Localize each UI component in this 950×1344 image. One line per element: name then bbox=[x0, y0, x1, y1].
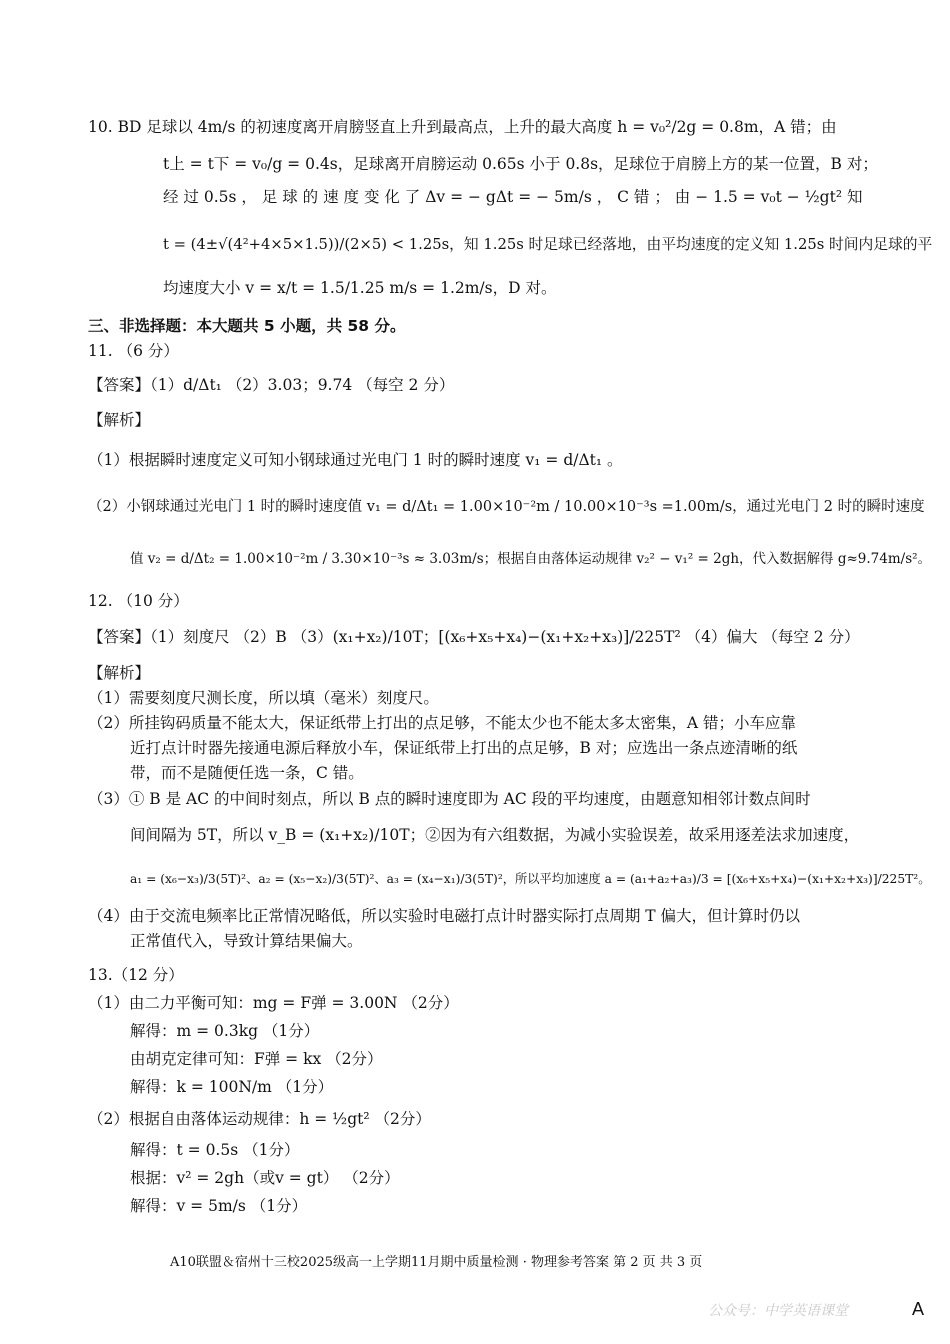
page-footer: A10联盟＆宿州十三校2025级高一上学期11月期中质量检测 · 物理参考答案 第 2 页 共 3 页 bbox=[170, 1255, 703, 1270]
q10-line-2: t上 = t下 = v₀/g = 0.4s，足球离开肩膀运动 0.65s 小于 0.8s，足球位于肩膀上方的某一位置，B 对； bbox=[163, 155, 878, 173]
q11-header: 11. （6 分） bbox=[88, 342, 179, 360]
q12-line-4: 带，而不是随便任选一条，C 错。 bbox=[130, 764, 364, 782]
q10-line-4: t = (4±√(4²+4×5×1.5))/(2×5) < 1.25s，知 1.25s 时足球已经落地，由平均速度的定义知 1.25s 时间内足球的平 bbox=[163, 236, 933, 253]
q11-line-3: 值 v₂ = d/Δt₂ = 1.00×10⁻²m / 3.30×10⁻³s ≈ 3.03m/s；根据自由落体运动规律 v₂² − v₁² = 2gh，代入数据解得 g≈9.74m/s²。 bbox=[130, 551, 932, 567]
q13-line-2: 解得：m = 0.3kg （1分） bbox=[130, 1022, 320, 1040]
watermark: 公众号：中学英语课堂 bbox=[708, 1303, 848, 1319]
q13-line-3: 由胡克定律可知：F弹 = kx （2分） bbox=[130, 1050, 383, 1068]
q13-line-7: 根据：v² = 2gh（或v = gt） （2分） bbox=[130, 1169, 400, 1187]
corner-mark: A bbox=[912, 1299, 925, 1319]
section-title: 三、非选择题：本大题共 5 小题，共 58 分。 bbox=[88, 317, 406, 335]
q12-line-1: （1）需要刻度尺测长度，所以填（毫米）刻度尺。 bbox=[88, 689, 439, 707]
q12-line-2: （2）所挂钩码质量不能太大，保证纸带上打出的点足够，不能太少也不能太多太密集，A 错；小车应靠 bbox=[88, 714, 796, 732]
q11-line-1: （1）根据瞬时速度定义可知小钢球通过光电门 1 时的瞬时速度 v₁ = d/Δt₁ 。 bbox=[88, 451, 623, 469]
q10-line-1: 10. BD 足球以 4m/s 的初速度离开肩膀竖直上升到最高点，上升的最大高度 h = v₀²/2g = 0.8m，A 错；由 bbox=[88, 118, 837, 136]
q12-line-3: 近打点计时器先接通电源后释放小车，保证纸带上打出的点足够，B 对；应选出一条点迹清晰的纸 bbox=[130, 739, 798, 757]
q13-header: 13.（12 分） bbox=[88, 966, 184, 984]
q12-answer: 【答案】（1）刻度尺 （2）B （3）(x₁+x₂)/10T；[(x₆+x₅+x₄)−(x₁+x₂+x₃)]/225T² （4）偏大 （每空 2 分） bbox=[88, 628, 860, 646]
q11-analysis-label: 【解析】 bbox=[88, 411, 151, 429]
q12-line-5: （3）① B 是 AC 的中间时刻点，所以 B 点的瞬时速度即为 AC 段的平均速度，由题意知相邻计数点间时 bbox=[88, 790, 811, 808]
q13-line-5: （2）根据自由落体运动规律：h = ½gt² （2分） bbox=[88, 1110, 431, 1128]
q11-answer: 【答案】（1）d/Δt₁ （2）3.03；9.74 （每空 2 分） bbox=[88, 376, 455, 394]
q11-line-2: （2）小钢球通过光电门 1 时的瞬时速度值 v₁ = d/Δt₁ = 1.00×10⁻²m / 10.00×10⁻³s =1.00m/s，通过光电门 2 时的瞬时速度 bbox=[88, 499, 925, 515]
q13-line-1: （1）由二力平衡可知：mg = F弹 = 3.00N （2分） bbox=[88, 994, 459, 1012]
q12-line-8: （4）由于交流电频率比正常情况略低，所以实验时电磁打点计时器实际打点周期 T 偏大，但计算时仍以 bbox=[88, 907, 801, 925]
q13-line-6: 解得：t = 0.5s （1分） bbox=[130, 1141, 300, 1159]
q13-line-8: 解得：v = 5m/s （1分） bbox=[130, 1197, 308, 1215]
q12-header: 12. （10 分） bbox=[88, 592, 189, 610]
q10-line-5: 均速度大小 v = x/t = 1.5/1.25 m/s = 1.2m/s，D 对。 bbox=[163, 279, 557, 297]
q12-line-7: a₁ = (x₆−x₃)/3(5T)²、a₂ = (x₅−x₂)/3(5T)²、a₃ = (x₄−x₁)/3(5T)²，所以平均加速度 a = (a₁+a₂+a₃)/3 = [(x₆+x₅+x₄)−(x₁+x₂+x₃)]/225T²。 bbox=[130, 872, 931, 886]
q12-line-6: 间间隔为 5T，所以 v_B = (x₁+x₂)/10T；②因为有六组数据，为减小实验误差，故采用逐差法求加速度， bbox=[130, 826, 860, 844]
q12-analysis-label: 【解析】 bbox=[88, 664, 151, 682]
q13-line-4: 解得：k = 100N/m （1分） bbox=[130, 1078, 334, 1096]
q12-line-9: 正常值代入，导致计算结果偏大。 bbox=[130, 932, 363, 950]
q10-line-3: 经 过 0.5s ， 足 球 的 速 度 变 化 了 Δv = − gΔt = − 5m/s ， C 错 ； 由 − 1.5 = v₀t − ½gt² 知 bbox=[163, 188, 863, 206]
